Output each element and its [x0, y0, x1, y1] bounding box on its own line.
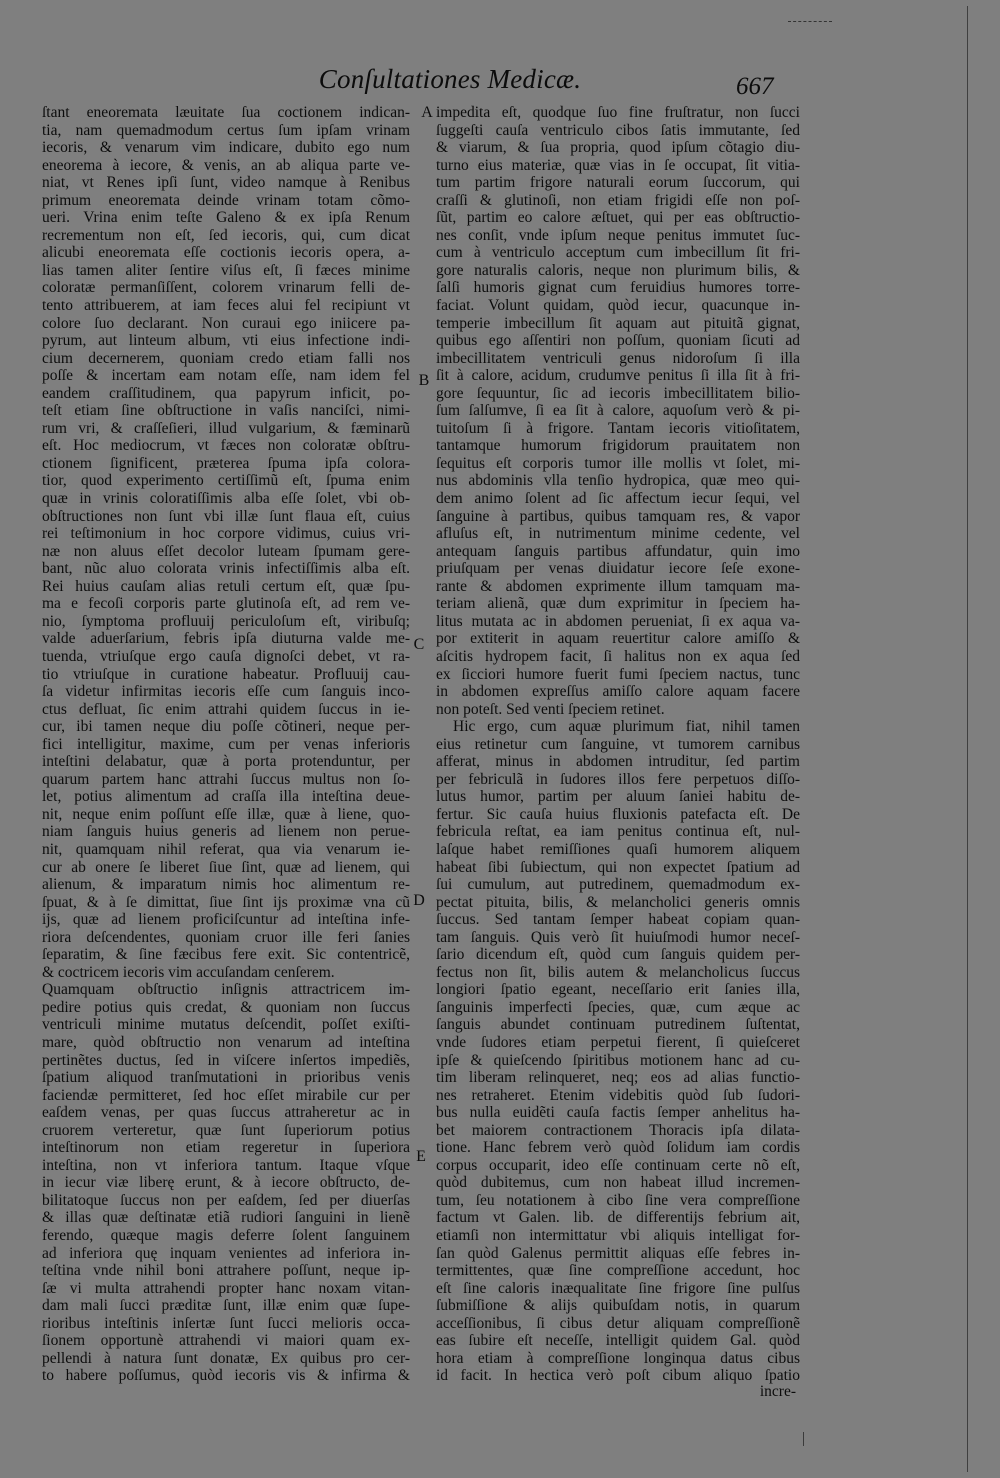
margin-letter-e: E — [416, 1148, 426, 1165]
text-line: ventriculi minime mutatus deſcendit, poſſet exiſti- — [42, 1016, 410, 1034]
text-line: fertur. Sic cauſa huius fluxionis patefacta eſt. De — [436, 805, 800, 823]
text-line: tia, nam quemadmodum certus ſum ipſam vrinam — [42, 121, 410, 139]
text-line: gore naturalis caloris, neque non plurimum bilis, & — [436, 261, 800, 279]
text-line: cur ab onere ſe liberet ſiue ſint, quæ ad lienem, qui — [42, 858, 411, 876]
text-line: vnde ſudores etiam perpetui fierent, ſi quieſceret — [436, 1033, 800, 1051]
text-line: eandem craſſitudinem, qua papyrum inficit, po- — [42, 384, 410, 402]
text-line: aſcitis hydropem facit, ſi halitus non ex aqua ſed — [436, 647, 800, 665]
page-edge-line — [967, 6, 968, 1472]
text-line: por extiterit in aquam reuertitur calore amiſſo & — [436, 630, 800, 648]
text-line: non poteſt. Sed venti ſpeciem retinet. — [436, 700, 665, 718]
text-line: ijs, quæ ad lienem proficiſcuntur ad inteſtina infe- — [42, 911, 410, 929]
text-line: Rei huius cauſam alias retuli certum eſt, quæ ſpu- — [42, 577, 411, 595]
text-line: tior, quod experimento certiſſimũ eſt, ſpuma enim — [42, 472, 410, 490]
text-line: laſque habet remiſſiones quaſi humorem aliquem — [436, 840, 800, 858]
text-line: ma e fecoſi corporis parte glutinoſa eſt, ad rem ve- — [42, 595, 411, 613]
text-line: longiori ſpatio egeant, neceſſario erit ſanies illa, — [436, 981, 801, 999]
text-line: bilitatoque ſuccus non per eaſdem, ſed per diuerſas — [42, 1191, 410, 1209]
text-line: rum vri, & craſſeſieri, illud vulgarium, & fæminarũ — [42, 419, 410, 437]
right-column — [436, 104, 800, 1385]
text-line: tam ſanguis. Quis verò ſit huiuſmodi humor neceſ- — [436, 928, 800, 946]
text-line: teriam alienã, quæ dum exprimitur in ſpeciem ha- — [436, 595, 800, 613]
text-line: eſt ſine caloris inæqualitate ſine frigore ſine pulſus — [436, 1279, 800, 1297]
text-line: rante & abdomen exprimente illum tamquam ma- — [436, 577, 800, 595]
text-line: quarum partem hanc attrahi ſuccus multus non ſo- — [42, 770, 410, 788]
text-line: ſtant eneoremata læuitate ſua coctionem indican- — [42, 104, 410, 121]
text-line: primum eneoremata deinde vrinam totam cõmo- — [42, 191, 410, 209]
text-line: Hic ergo, cum aquæ plurimum fiat, nihil tamen — [453, 718, 800, 736]
text-line: ſa videtur infirmitas iecoris eſſe cum ſanguis inco- — [42, 683, 410, 701]
text-line: ctus defluat, ſic enim attrahi quidem ſuccus in ie- — [42, 700, 410, 718]
text-line: teſtina vnde nihil boni attrahere poſſunt, neque ip- — [42, 1262, 410, 1280]
text-line: dem animo ſolent ad ſic affectum iecur ſequi, vel — [436, 490, 800, 508]
text-line: tum partim frigore naturali eorum ſuccorum, qui — [436, 174, 800, 192]
text-line: alicubi eneoremata eſſe coctionis iecoris opera, a- — [42, 244, 410, 262]
text-line: termittentes, quæ ſine compreſſione accedunt, hoc — [436, 1262, 800, 1280]
text-line: ſum ſalſumve, ſi ea ſit à calore, aquoſum verò & pi- — [436, 402, 800, 420]
text-line: eaſdem venas, per quas ſuccus attraheretur ac in — [42, 1104, 410, 1122]
scan-mark — [803, 1432, 804, 1446]
text-line: tento attribuerem, at iam feces alui fel recipiunt vt — [42, 297, 410, 315]
scan-mark — [788, 21, 832, 23]
text-line: valde aduerſarium, febris ipſa diuturna valde me- — [42, 630, 410, 648]
text-line: acceſſionibus, ſi cibus detur aliquam compreſſionẽ — [436, 1314, 800, 1332]
text-line: quòd dubitemus, cum non habeat illud incremen- — [436, 1174, 800, 1192]
text-line: næ non aluus eſſet decolor luteam ſpumam gere- — [42, 542, 410, 560]
text-line: ſario dicendum eſt, quòd cum ſanguis quidem per- — [436, 946, 800, 964]
text-line: ex ſicciori humore fuerit fumi ſpeciem nactus, tunc — [436, 665, 800, 683]
text-line: nus abdominis vlla tenſio hydropica, quæ meo qui- — [436, 472, 800, 490]
running-head-title: Conſultationes Medicæ. — [318, 64, 582, 94]
text-line: ſæ vi multa attrahendi propter hanc noxam vitan- — [42, 1279, 410, 1297]
text-line: iecoris, & venarum vim indicare, dubito ego num — [42, 139, 410, 157]
text-line: poſſe & incertam eam notam eſſe, nam idem fel — [42, 367, 410, 385]
text-line: factum vt Galen. lib. de differentijs febrium ait, — [436, 1209, 800, 1227]
text-line: afferat, minus in abdomen intruditur, ſed partim — [436, 753, 800, 771]
text-line: nio, ſymptoma profluuij periculoſum eſt, viribuſq; — [42, 612, 410, 630]
text-line: quæ in vrinis coloratiſſimis alba eſſe ſolet, vbi ob- — [42, 490, 410, 508]
text-line: ſanguine à partibus, quibus tamquam res, & vapor — [436, 507, 800, 525]
text-line: nit, neque enim poſſunt eſſe illæ, quæ à liene, quo- — [42, 805, 410, 823]
text-line: & viarum, & ſua propria, quod ipſum cõtagio diu- — [436, 139, 800, 157]
text-line: imbecillitatem ventriculi genus nidoroſum ſi illa — [436, 349, 800, 367]
text-line: bus nulla euidẽti cauſa factis ſemper anhelitus ha- — [436, 1104, 801, 1122]
text-line: recrementum non eſt, ſed iecoris, qui, cum dicat — [42, 226, 410, 244]
text-line: tantamque humorum frigidorum prauitatem non — [436, 437, 800, 455]
text-line: eas ſubire eſt neceſſe, intelligit quidem Gal. quòd — [436, 1332, 800, 1350]
text-line: bet maiorem contractionem Thoracis ipſa dilata- — [436, 1121, 800, 1139]
text-line: ctionem ſignificent, præterea ſpuma ipſa colora- — [42, 454, 410, 472]
text-line: pyrum, aut linteum album, vti eius infectione indi- — [42, 332, 410, 350]
text-line: rei teſtimonium in hoc corpore vidimus, cuius vri- — [42, 525, 410, 543]
text-line: mare, quòd obſtructio non venarum ad inteſtina — [42, 1033, 410, 1051]
catchword: incre- — [759, 1383, 796, 1400]
text-line: ueri. Vrina enim teſte Galeno & ex ipſa Renum — [42, 209, 411, 227]
text-line: alienum, & imparatum nimis hoc alimentum re- — [42, 876, 410, 894]
text-line: & coctricem iecoris vim accuſandam cenſerem. — [42, 963, 335, 981]
text-line: ſalſi humoris gignat cum feruidius humores torre- — [436, 279, 800, 297]
text-line: ſui cumulum, aut putredinem, quemadmodum ex- — [436, 876, 800, 894]
text-line: faciat. Volunt quidam, quòd iecur, quacunque in- — [436, 297, 800, 315]
text-line: inteſtina, non vt inferiora tantum. Itaque vſque — [42, 1156, 410, 1174]
text-line: ſubmiſſione & alijs quibuſdam notis, in quarum — [436, 1297, 800, 1315]
text-line: rioribus inteſtinis inſertæ ſunt ſucci melioris occa- — [42, 1314, 410, 1332]
text-line: febricula reſtat, ea iam penitus continua eſt, nul- — [436, 823, 800, 841]
text-line: to habere poſſumus, quòd iecoris vis & infirma & — [42, 1367, 410, 1385]
text-line: riora deſcendentes, quoniam cruor ille feri ſanies — [42, 928, 410, 946]
text-line: bant, nũc aluo colorata vrinis infectiſſimis alba eſt. — [42, 560, 410, 578]
text-line: cur, ibi tamen neque diu poſſe cõtineri, neque per- — [42, 718, 410, 736]
text-line: ſan quòd Galenus permittit aliquas eſſe febres in- — [436, 1244, 800, 1262]
text-line: niat, vt Renes ipſi ſunt, video namque à Renibus — [42, 174, 410, 192]
text-line: & illas quæ deſtinatæ etiã rudiori ſanguini in lienẽ — [42, 1209, 410, 1227]
text-line: fici intelligitur, maxime, cum per venas inferioris — [42, 735, 411, 753]
text-line: tuitoſum ſi à frigore. Tantam iecoris vitioſitatem, — [436, 419, 800, 437]
text-line: lutus humor, partim per aluum ſaniei habitu de- — [436, 788, 800, 806]
margin-letter-a: A — [421, 104, 433, 121]
text-line: habeat ſibi ſubiectum, qui non expectet ſpatium ad — [436, 858, 800, 876]
text-line: per febriculã in ſudores illos fere perpetuos diſſo- — [436, 770, 800, 788]
text-line: ſũt, partim eo calore æſtuet, qui per eas obſtructio- — [436, 209, 800, 227]
text-line: cum à ventriculo acceptum cum imbecillum ſit fri- — [436, 244, 800, 262]
text-line: fectus non ſit, bilis autem & melancholicus ſuccus — [436, 963, 800, 981]
text-line: eſt. Hoc mediocrum, vt fæces non coloratæ obſtru- — [42, 437, 410, 455]
text-line: tio vtriuſque in curatione habeatur. Profluuij cau- — [42, 665, 410, 683]
text-line: ipſe & quieſcendo ſpiritibus motionem hanc ad cu- — [436, 1051, 801, 1069]
text-line: ſpuat, & à ſe dimittat, ſiue ſint ijs proximæ vna cũ — [42, 893, 410, 911]
text-line: gore ſequuntur, ſic ad iecoris imbecillitatem bilio- — [436, 384, 800, 402]
text-line: Quamquam obſtructio inſignis attractricem im- — [42, 981, 410, 999]
text-line: antequam ſanguis partibus affundatur, quin imo — [436, 542, 801, 560]
text-line: nes conſit, vnde ipſum neque penitus immutet ſuc- — [436, 226, 800, 244]
text-line: teſt etiam ſine obſtructione in vaſis nanciſci, nimi- — [42, 402, 410, 420]
text-line: colore ſuo declarant. Non curaui ego iniicere pa- — [42, 314, 410, 332]
text-line: eneorema à iecore, & venis, an ab aliqua parte ve- — [42, 156, 410, 174]
text-line: ſionem opportunè attrahendi vi maiori quam ex- — [42, 1332, 410, 1350]
text-line: inteſtini delabatur, quæ à porta protenduntur, per — [42, 753, 410, 771]
text-line: nit, quamquam nihil referat, qua via venarum ie- — [42, 840, 410, 858]
text-line: craſſi & glutinoſi, non etiam frigidi eſſe non poſ- — [436, 191, 800, 209]
text-line: temperie imbecillum ſit aquam aut pituitã gignat, — [436, 314, 800, 332]
text-line: inteſtinorum non etiam regeretur in ſuperiora — [42, 1139, 410, 1157]
margin-letter-c: C — [413, 636, 425, 653]
text-line: turno eius materiæ, quæ vias in ſe occupat, ſit vitia- — [436, 156, 800, 174]
text-line: let, potius alimentum ad craſſa illa inteſtina deue- — [42, 788, 410, 806]
text-line: cium decernerem, quoniam credo etiam falli nos — [42, 349, 410, 367]
text-line: in iecur viæ liberę erunt, & à iecore obſtructo, de- — [42, 1174, 410, 1192]
text-line: afluſus eſt, in nutrimentum minime cedente, vel — [436, 525, 800, 543]
text-line: impedita eſt, quodque ſuo fine fruſtratur, non ſucci — [436, 104, 800, 121]
text-line: etiamſi non intermittatur vbi aliquis intelligat for- — [436, 1227, 800, 1244]
text-line: ſanguinis imperfecti ſpecies, quæ, cum æque ac — [436, 998, 800, 1016]
text-line: dam mali ſucci præditæ ſunt, illæ enim quæ ſupe- — [42, 1297, 410, 1315]
text-line: niam ſanguis huius generis ad lienem non perue- — [42, 823, 410, 841]
text-line: quibus ego aſſentiri non poſſum, quoniam ſicuti ad — [436, 332, 800, 350]
left-column — [42, 104, 410, 1385]
text-line: ſit à calore, acidum, crudumve penitus ſi illa ſit à fri- — [436, 367, 801, 385]
text-line: pertinẽtes ductus, ſed in viſcere inſertos impediẽs, — [42, 1051, 410, 1069]
text-line: corpus occuparit, ideo eſſe continuam certe nõ eſt, — [436, 1156, 800, 1174]
text-line: priuſquam per venas diuidatur iecore ſeſe exone- — [436, 560, 800, 578]
text-line: ferendo, quæque magis deferre ſolent ſanguinem — [42, 1227, 410, 1244]
text-line: hora etiam à compreſſione longinqua datus cibus — [436, 1349, 800, 1367]
text-line: nes retraheret. Etenim videbitis quòd ſub ſudori- — [436, 1086, 800, 1104]
text-line: ſuccus. Sed tantam ſemper habeat copiam quan- — [436, 911, 800, 929]
page-number: 667 — [736, 73, 774, 100]
text-line: ſpatium aliquod tranſmutationi in prioribus venis — [42, 1069, 411, 1087]
text-line: ſuggeſti cauſa ventriculo cibos ſatis immutante, ſed — [436, 121, 800, 139]
text-line: pedire potius quis credat, & quoniam non ſuccus — [42, 998, 410, 1016]
text-line: pectat pituita, bilis, & melancholici generis omnis — [436, 893, 800, 911]
text-line: obſtructiones non ſunt vbi illæ ſunt flaua eſt, cuius — [42, 507, 411, 525]
text-line: ad inferiora quę inquam venientes ad inferiora in- — [42, 1244, 410, 1262]
text-line: cruorem verteretur, quæ ſunt ſuperiorum potius — [42, 1121, 410, 1139]
margin-letter-d: D — [413, 892, 425, 909]
text-line: ſanguis abundet continuam putredinem ſuſtentat, — [436, 1016, 800, 1034]
text-line: litus mutata ac in abdomen perueniat, ſi ex aqua va- — [436, 612, 801, 630]
text-line: eius retinetur cum ſanguine, vt tumorem carnibus — [436, 735, 800, 753]
text-line: pellendi à natura ſunt donatæ, Ex quibus pro cer- — [42, 1349, 410, 1367]
text-line: lias tamen aliter ſentire viſus eſt, ſi fæces minime — [42, 261, 410, 279]
text-line: ſequitus eſt corporis tumor ille mollis vt ſolet, mi- — [436, 454, 800, 472]
text-line: tione. Hanc febrem verò quòd ſolidum iam cordis — [436, 1139, 800, 1157]
text-line: tum, ſeu notationem à cibo ſine vera compreſſione — [436, 1191, 800, 1209]
text-line: tim liberam relinqueret, neq; eos ad alias functio- — [436, 1069, 800, 1087]
text-line: ſeparatim, & ſine fæcibus fere exit. Sic contentricẽ, — [42, 946, 410, 964]
text-line: in abdomen expreſſus amiſſo calore aquam facere — [436, 683, 800, 701]
text-line: id facit. In hectica verò poſt cibum aliquo ſpatio — [436, 1367, 800, 1385]
text-line: coloratæ permanſiſſent, colorem vrinarum felli de- — [42, 279, 410, 297]
text-line: tuenda, vtriuſque ergo cauſa dignoſci debet, vt ra- — [42, 647, 410, 665]
text-line: faciendæ permitteret, ſed hoc eſſet mirabile cur per — [42, 1086, 410, 1104]
margin-letter-b: B — [418, 372, 430, 389]
